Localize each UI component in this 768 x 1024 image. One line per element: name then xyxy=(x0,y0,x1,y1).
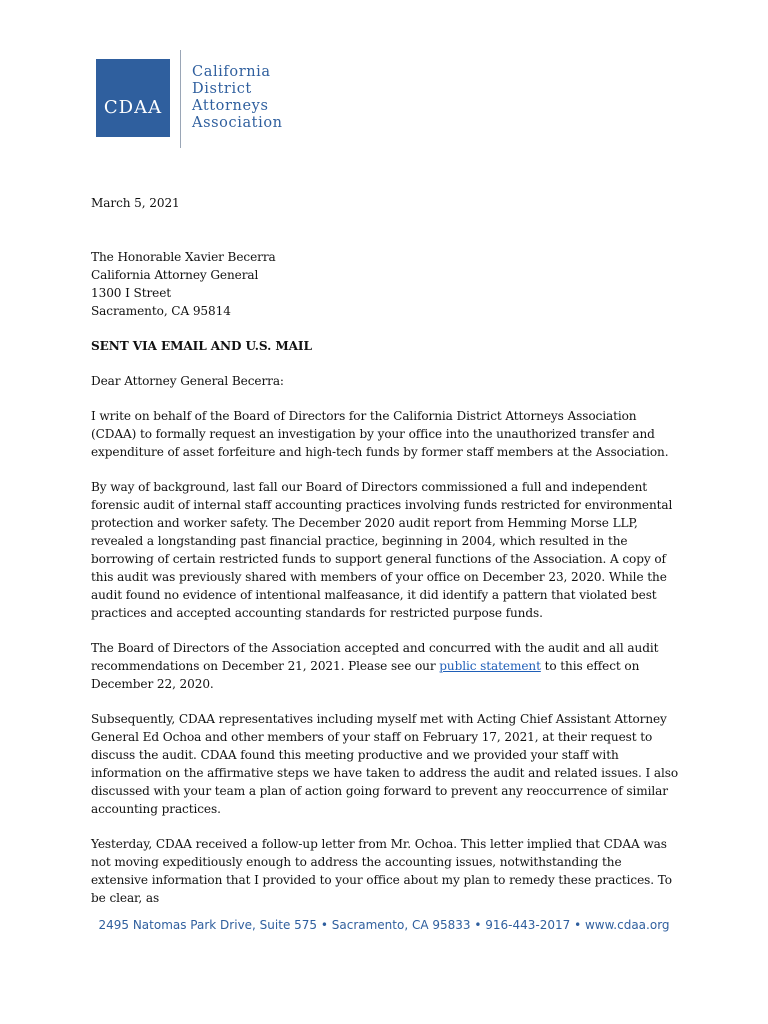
paragraph-4: Subsequently, CDAA representatives including myself met with Acting Chief Assistant Attorney General Ed Ochoa and other members of your staff on February 17, 2021, at their request to discuss the audit. CDAA found this meeting productive and we provided your staff with information on the affirmative steps we have taken to address the audit and related issues. I also discussed with your team a plan of action going forward to prevent any reoccurrence of similar accounting practices. xyxy=(91,712,679,816)
logo-line-2: District xyxy=(192,81,252,97)
logo-line-4: Association xyxy=(192,115,283,131)
logo-abbr: CDAA xyxy=(103,96,163,118)
public-statement-link[interactable]: public statement xyxy=(439,659,541,673)
address-line: The Honorable Xavier Becerra xyxy=(91,250,276,264)
paragraph-1: I write on behalf of the Board of Directors for the California District Attorneys Association (CDAA) to formally request an investigation by your office into the unauthorized transfer and expenditure of asset forfeiture and high-tech funds by former staff members at the Association. xyxy=(91,409,669,459)
letter-date: March 5, 2021 xyxy=(91,196,180,210)
paragraph-3-text-end: to this effect on December 22, 2020. xyxy=(91,659,640,691)
paragraph-5: Yesterday, CDAA received a follow-up letter from Mr. Ochoa. This letter implied that CDAA was not moving expeditiously enough to address the accounting issues, notwithstanding the extensive information that I provided to your office about my plan to remedy these practices. To be clear, as xyxy=(91,837,672,905)
cdaa-logo xyxy=(96,59,170,137)
logo-line-3: Attorneys xyxy=(192,98,269,114)
delivery-method: SENT VIA EMAIL AND U.S. MAIL xyxy=(91,339,312,353)
logo-line-1: California xyxy=(192,64,271,80)
salutation: Dear Attorney General Becerra: xyxy=(91,374,284,388)
recipient-address xyxy=(91,248,681,320)
address-line: California Attorney General xyxy=(91,268,259,282)
letter-body xyxy=(91,194,681,924)
address-line: 1300 I Street xyxy=(91,286,172,300)
paragraph-3-text: The Board of Directors of the Association accepted and concurred with the audit and all audit recommendations on December 21, 2021. Please see our xyxy=(91,641,659,673)
logo-wordmark xyxy=(192,64,283,132)
paragraph-3 xyxy=(91,639,681,693)
letterhead-footer: 2495 Natomas Park Drive, Suite 575 • Sacramento, CA 95833 • 916-443-2017 • www.cdaa.org xyxy=(98,918,670,932)
logo-divider xyxy=(180,50,181,148)
address-line: Sacramento, CA 95814 xyxy=(91,304,231,318)
paragraph-2: By way of background, last fall our Board of Directors commissioned a full and independent forensic audit of internal staff accounting practices involving funds restricted for environmental protection and worker safety. The December 2020 audit report from Hemming Morse LLP, revealed a longstanding past financial practice, beginning in 2004, which resulted in the borrowing of certain restricted funds to support general functions of the Association. A copy of this audit was previously shared with members of your office on December 23, 2020. While the audit found no evidence of intentional malfeasance, it did identify a pattern that violated best practices and accepted accounting standards for restricted purpose funds. xyxy=(91,480,673,620)
